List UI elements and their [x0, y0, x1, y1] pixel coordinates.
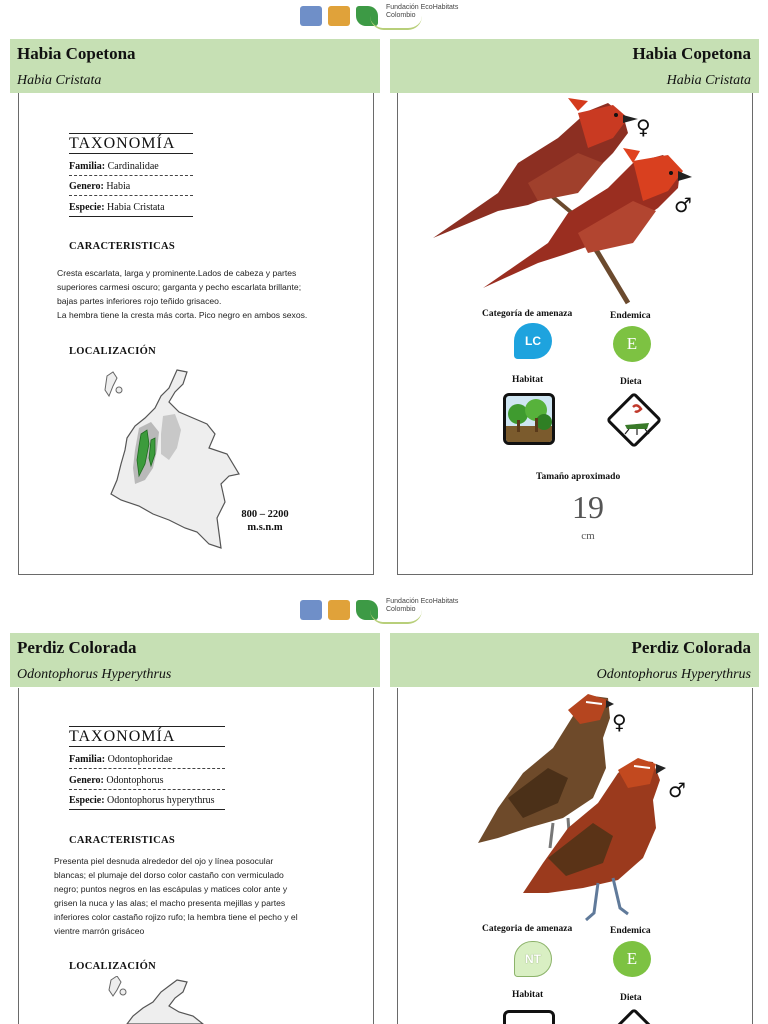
endemica-label: Endemica — [610, 926, 651, 936]
card2-info-panel — [18, 688, 374, 1024]
caracteristicas-text: Cresta escarlata, larga y prominente.Lados de cabeza y partes superiores carmesi oscuro; garganta y pecho escarlata brillante; bajas partes inferiores rojo teñido grisaceo. La hembra tiene la cresta más corta. Pico negro en ambos sexos. — [57, 268, 308, 320]
amenaza-label: Categoria de amenaza — [482, 924, 573, 934]
dieta-label: Dieta — [620, 377, 642, 387]
logo-mark-orange — [328, 600, 350, 620]
taxonomy-especie: Especie: Odontophorus hyperythrus — [69, 795, 225, 810]
logo-text: Fundación EcoHabitats Colombio — [386, 4, 459, 19]
logo-mark-orange — [328, 6, 350, 26]
taxonomy-familia: Familia: Cardinalidae — [69, 161, 193, 176]
logo-bar — [300, 596, 480, 626]
diet-icon — [606, 1008, 663, 1024]
size-value: 19 — [572, 489, 604, 525]
logo-mark-blue — [300, 600, 322, 620]
common-name: Perdiz Colorada — [631, 638, 751, 657]
size-unit: cm — [581, 530, 595, 542]
caracteristicas-text: Presenta piel desnuda alrededor del ojo y línea posocular blancas; el plumaje del dorso color castaño con vermiculado negro; puntos negros en las escápulas y matices color ante y grisen la nuca y las alas; el macho presenta mejillas y partes inferiores color castaño rojizo rufo; la hembra tiene el pecho y el vientre marrón grisáceo — [54, 856, 298, 936]
endemic-badge: E — [613, 941, 651, 977]
common-name: Habia Copetona — [632, 44, 751, 63]
card1-image-panel — [397, 93, 753, 575]
logo-text: Fundación EcoHabitats Colombio — [386, 598, 459, 613]
localizacion-title: LOCALIZACIÓN — [69, 961, 157, 972]
card2-header-left — [10, 633, 380, 687]
colombia-distribution-map — [107, 976, 217, 1024]
tamano-label: Tamaño aproximado — [536, 472, 621, 482]
habitat-label: Habitat — [512, 990, 544, 1000]
endemica-label: Endemica — [610, 311, 651, 321]
endemic-badge: E — [613, 326, 651, 362]
card1-header-left — [10, 39, 380, 93]
altitude-range: 800 – 2200 m.s.n.m — [241, 509, 289, 533]
card1-header-right — [390, 39, 759, 93]
caracteristicas-title: CARACTERISTICAS — [69, 241, 176, 252]
card2-image-panel — [397, 688, 753, 1024]
taxonomy-genero: Genero: Habia — [69, 181, 193, 196]
scientific-name: Habia Cristata — [666, 73, 751, 88]
partridge-birds-illustration — [468, 688, 688, 923]
taxonomy-especie: Especie: Habia Cristata — [69, 202, 193, 217]
threat-category-badge: NT — [514, 941, 552, 977]
female-symbol: ♀ — [636, 115, 651, 139]
threat-category-badge: LC — [514, 323, 552, 359]
male-symbol: ♂ — [668, 778, 686, 802]
logo-mark-blue — [300, 6, 322, 26]
logo-bar — [300, 2, 480, 32]
taxonomy-title: TAXONOMÍA — [69, 133, 193, 154]
cardinal-birds-illustration — [428, 93, 698, 308]
scientific-name: Odontophorus Hyperythrus — [17, 667, 172, 682]
common-name: Habia Copetona — [17, 44, 136, 63]
caracteristicas-title: CARACTERISTICAS — [69, 835, 176, 846]
habitat-label: Habitat — [512, 375, 544, 385]
taxonomy-familia: Familia: Odontophoridae — [69, 754, 225, 769]
taxonomy-title: TAXONOMÍA — [69, 726, 225, 747]
scientific-name: Habia Cristata — [17, 73, 102, 88]
colombia-distribution-map — [99, 368, 249, 553]
amenaza-label: Categoría de amenaza — [482, 309, 573, 319]
common-name: Perdiz Colorada — [17, 638, 137, 657]
scientific-name: Odontophorus Hyperythrus — [596, 667, 751, 682]
habitat-forest-icon — [503, 393, 555, 445]
card1-info-panel — [18, 93, 374, 575]
localizacion-title: LOCALIZACIÓN — [69, 346, 157, 357]
taxonomy-genero: Genero: Odontophorus — [69, 775, 225, 790]
dieta-label: Dieta — [620, 993, 642, 1003]
female-symbol: ♀ — [612, 710, 627, 734]
male-symbol: ♂ — [674, 193, 692, 217]
habitat-icon — [503, 1010, 555, 1024]
insect-icon — [617, 401, 657, 441]
card2-header-right — [390, 633, 759, 687]
